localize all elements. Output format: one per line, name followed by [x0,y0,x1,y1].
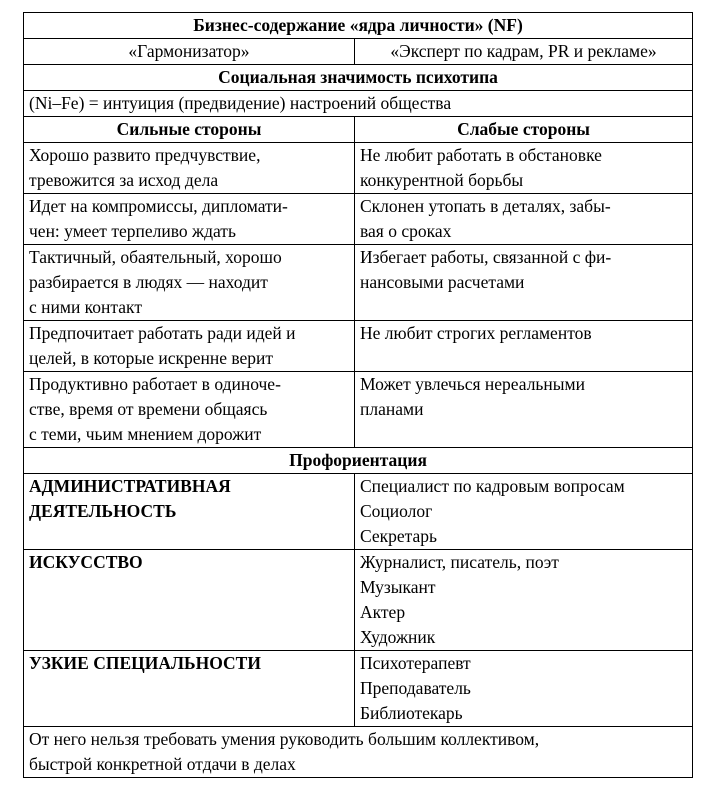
career-area: УЗКИЕ СПЕЦИАЛЬНОСТИ [24,651,355,727]
strength-cell: Продуктивно работает в одиноче- стве, время от времени общаясь с теми, чьим мнением дорожит [24,372,355,448]
weakness-cell: Склонен утопать в деталях, забы- вая о сроках [355,194,693,245]
social-heading-row [24,65,693,91]
career-job: Журналист, писатель, поэт [360,552,559,572]
career-job: Актер [360,602,406,622]
career-job: Социолог [360,501,433,521]
strength-cell: Предпочитает работать ради идей и целей, в которые искренне верит [24,321,355,372]
career-jobs [355,651,693,727]
strength-cell: Тактичный, обаятельный, хорошо разбирается в людях — находит с ними контакт [24,245,355,321]
career-row [24,651,693,727]
strengths-heading: Сильные стороны [24,117,355,143]
career-area: ИСКУССТВО [24,550,355,651]
career-row [24,550,693,651]
career-area: АДМИНИСТРАТИВНАЯ ДЕЯТЕЛЬНОСТЬ [24,474,355,550]
career-job: Музыкант [360,577,436,597]
career-job: Преподаватель [360,678,471,698]
career-job: Психотерапевт [360,653,471,673]
social-text: (Ni–Fe) = интуиция (предвидение) настроений общества [24,91,693,117]
table-row [24,372,693,448]
title-row [24,13,693,39]
social-heading: Социальная значимость психотипа [24,65,693,91]
weakness-cell: Может увлечься нереальными планами [355,372,693,448]
document-page [23,12,692,778]
name-left: «Гармонизатор» [24,39,355,65]
weakness-cell: Не любит строгих регламентов [355,321,693,372]
strengths-weaknesses-rows [24,143,693,448]
footer-note: От него нельзя требовать умения руководить большим коллективом, быстрой конкретной отдачи в делах [24,727,693,778]
strength-cell: Хорошо развито предчувствие, тревожится за исход дела [24,143,355,194]
career-jobs [355,550,693,651]
career-job: Специалист по кадровым вопросам [360,476,625,496]
career-job: Библиотекарь [360,703,463,723]
strength-cell: Идет на компромиссы, дипломати- чен: умеет терпеливо ждать [24,194,355,245]
footer-row [24,727,693,778]
table-row [24,194,693,245]
weakness-cell: Избегает работы, связанной с фи- нансовыми расчетами [355,245,693,321]
table-title: Бизнес-содержание «ядра личности» (NF) [24,13,693,39]
strengths-weaknesses-header-row [24,117,693,143]
career-job: Художник [360,627,436,647]
table-row [24,321,693,372]
career-rows [24,474,693,727]
name-right: «Эксперт по кадрам, PR и рекламе» [355,39,693,65]
profile-table [23,12,693,778]
career-job: Секретарь [360,526,438,546]
table-row [24,143,693,194]
career-row [24,474,693,550]
social-text-row [24,91,693,117]
career-heading: Профориентация [24,448,693,474]
weakness-cell: Не любит работать в обстановке конкурентной борьбы [355,143,693,194]
weaknesses-heading: Слабые стороны [355,117,693,143]
career-heading-row [24,448,693,474]
career-jobs [355,474,693,550]
names-row [24,39,693,65]
table-row [24,245,693,321]
